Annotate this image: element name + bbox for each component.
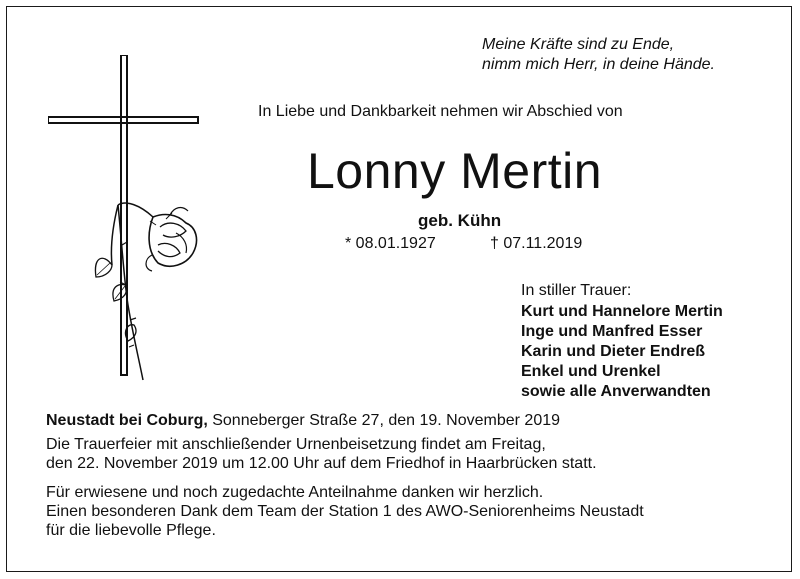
death-date: † 07.11.2019 [490, 235, 583, 252]
mourners-label: In stiller Trauer: [521, 282, 632, 299]
thanks-info [46, 483, 644, 540]
mourner-entry: Kurt und Hannelore Mertin [521, 303, 723, 320]
mourner-entry: Karin und Dieter Endreß [521, 343, 706, 360]
birth-date: * 08.01.1927 [345, 235, 436, 252]
motto-line-2: nimm mich Herr, in deine Hände. [482, 56, 715, 73]
deceased-name: Lonny Mertin [307, 143, 603, 199]
funeral-line-1: Die Trauerfeier mit anschließender Urnenbeisetzung findet am Freitag, [46, 436, 546, 453]
location-address-date: Sonneberger Straße 27, den 19. November 2019 [207, 412, 561, 429]
mourner-entry: Enkel und Urenkel [521, 363, 661, 380]
location-line [46, 412, 560, 430]
motto [482, 35, 715, 75]
mourners-list [521, 302, 723, 402]
mourner-entry: Inge und Manfred Esser [521, 323, 703, 340]
thanks-line-2: Einen besonderen Dank dem Team der Station 1 des AWO-Seniorenheims Neustadt [46, 503, 644, 520]
location-place: Neustadt bei Coburg, [46, 412, 208, 429]
funeral-line-2: den 22. November 2019 um 12.00 Uhr auf dem Friedhof in Haarbrücken statt. [46, 455, 597, 472]
motto-line-1: Meine Kräfte sind zu Ende, [482, 36, 675, 53]
funeral-info [46, 435, 597, 473]
cross-with-rose-icon [48, 55, 208, 385]
mourner-entry: sowie alle Anverwandten [521, 383, 711, 400]
intro-text: In Liebe und Dankbarkeit nehmen wir Abschied von [258, 103, 623, 120]
maiden-name: geb. Kühn [418, 211, 502, 230]
thanks-line-3: für die liebevolle Pflege. [46, 522, 216, 539]
thanks-line-1: Für erwiesene und noch zugedachte Anteilnahme danken wir herzlich. [46, 484, 544, 501]
